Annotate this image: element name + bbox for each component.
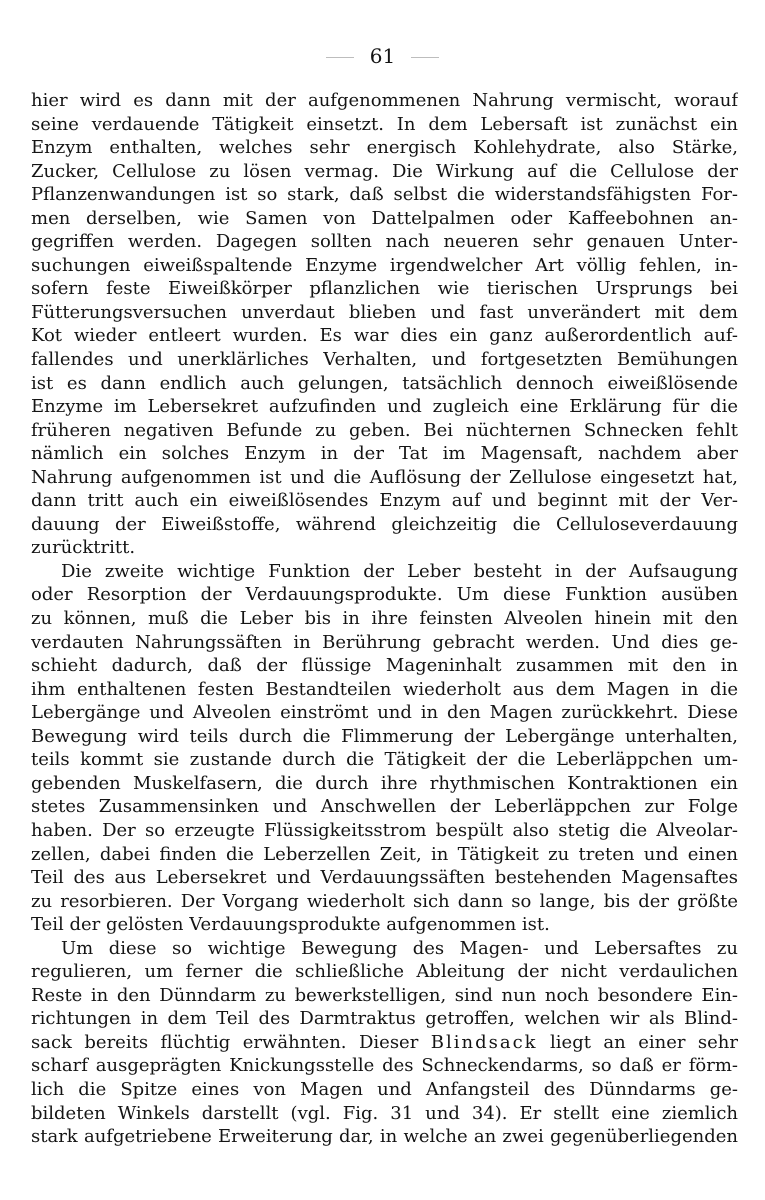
- paragraph-start-line: Um diese so wichtige Bewegung des Magen- und Lebersaftes zu: [61, 937, 738, 959]
- text-line: teils kommt sie zustande durch die Tätigkeit der die Leberläppchen um-: [31, 749, 738, 771]
- paragraph-end-line: Teil der gelösten Verdauungsprodukte aufgenommen ist.: [31, 914, 550, 936]
- text-line: scharf ausgeprägten Knickungsstelle des Schneckendarms, so daß er förm-: [31, 1055, 738, 1077]
- text-line: lich die Spitze eines von Magen und Anfangsteil des Dünndarms ge-: [31, 1078, 738, 1100]
- page-header: [0, 44, 765, 68]
- text-line: gegriffen werden. Dagegen sollten nach neueren sehr genauen Unter-: [31, 231, 738, 253]
- emphasized-term: Blindsack: [430, 1031, 538, 1053]
- text-line: stark aufgetriebene Erweiterung dar, in welche an zwei gegenüberliegenden: [31, 1126, 738, 1148]
- text-line: Zucker, Cellulose zu lösen vermag. Die Wirkung auf die Cellulose der: [31, 160, 738, 182]
- text-line: ist es dann endlich auch gelungen, tatsächlich dennoch eiweißlösende: [31, 372, 738, 394]
- text-line: zellen, dabei finden die Leberzellen Zeit, in Tätigkeit zu treten und einen: [31, 843, 738, 865]
- text-line: haben. Der so erzeugte Flüssigkeitsstrom bespült also stetig die Alveolar-: [31, 819, 738, 841]
- body-text: [31, 89, 738, 1149]
- text-line: Bewegung wird teils durch die Flimmerung der Lebergänge unterhalten,: [31, 725, 738, 747]
- text-line: Kot wieder entleert wurden. Es war dies ein ganz außerordentlich auf-: [31, 325, 738, 347]
- text-line: seine verdauende Tätigkeit einsetzt. In dem Lebersaft ist zunächst ein: [31, 113, 738, 135]
- paragraph-end-line: zurücktritt.: [31, 537, 136, 559]
- text-line: Pflanzenwandungen ist so stark, daß selbst die widerstandsfähigsten For-: [31, 184, 738, 206]
- text-fragment: liegt an einer sehr: [550, 1031, 738, 1053]
- text-line: richtungen in dem Teil des Darmtraktus getroffen, welchen wir als Blind-: [31, 1008, 738, 1030]
- page-number: 61: [369, 44, 396, 68]
- text-line: Nahrung aufgenommen ist und die Auflösung der Zellulose eingesetzt hat,: [31, 466, 738, 488]
- text-line: oder Resorption der Verdauungsprodukte. Um diese Funktion ausüben: [31, 584, 738, 606]
- text-line: verdauten Nahrungssäften in Berührung gebracht werden. Und dies ge-: [31, 631, 738, 653]
- text-line: men derselben, wie Samen von Dattelpalmen oder Kaffeebohnen an-: [31, 207, 738, 229]
- text-line: suchungen eiweißspaltende Enzyme irgendwelcher Art völlig fehlen, in-: [31, 254, 738, 276]
- text-line: dauung der Eiweißstoffe, während gleichzeitig die Celluloseverdauung: [31, 513, 738, 535]
- text-line: Teil des aus Lebersekret und Verdauungssäften bestehenden Magensaftes: [31, 867, 738, 889]
- text-line: zu können, muß die Leber bis in ihre feinsten Alveolen hinein mit den: [31, 608, 738, 630]
- text-line: Lebergänge und Alveolen einströmt und in den Magen zurückkehrt. Diese: [31, 702, 738, 724]
- text-line: ihm enthaltenen festen Bestandteilen wiederholt aus dem Magen in die: [31, 678, 738, 700]
- text-line: hier wird es dann mit der aufgenommenen Nahrung vermischt, worauf: [31, 90, 738, 111]
- text-line: nämlich ein solches Enzym in der Tat im Magensaft, nachdem aber: [31, 443, 738, 465]
- text-line: Fütterungsversuchen unverdaut blieben und fast unverändert mit dem: [31, 301, 738, 323]
- text-line: [31, 1031, 738, 1055]
- text-fragment: sack bereits flüchtig erwähnten. Dieser: [31, 1031, 419, 1053]
- text-line: sofern feste Eiweißkörper pflanzlichen wie tierischen Ursprungs bei: [31, 278, 738, 300]
- text-line: regulieren, um ferner die schließliche Ableitung der nicht verdaulichen: [31, 961, 738, 983]
- text-line: zu resorbieren. Der Vorgang wiederholt sich dann so lange, bis der größte: [31, 890, 738, 912]
- text-line: Reste in den Dünndarm zu bewerkstelligen, sind nun noch besondere Ein-: [31, 984, 738, 1006]
- text-line: früheren negativen Befunde zu geben. Bei nüchternen Schnecken fehlt: [31, 419, 738, 441]
- paragraph-start-line: Die zweite wichtige Funktion der Leber besteht in der Aufsaugung: [61, 560, 738, 582]
- header-rule-left: [326, 57, 354, 58]
- header-rule-right: [411, 57, 439, 58]
- text-line: gebenden Muskelfasern, die durch ihre rhythmischen Kontraktionen ein: [31, 772, 738, 794]
- text-line: fallendes und unerklärliches Verhalten, und fortgesetzten Bemühungen: [31, 349, 738, 371]
- text-line: stetes Zusammensinken und Anschwellen der Leberläppchen zur Folge: [31, 796, 738, 818]
- text-line: schieht dadurch, daß der flüssige Mageninhalt zusammen mit den in: [31, 655, 738, 677]
- text-line: bildeten Winkels darstellt (vgl. Fig. 31 und 34). Er stellt eine ziemlich: [31, 1102, 738, 1124]
- text-line: dann tritt auch ein eiweißlösendes Enzym auf und beginnt mit der Ver-: [31, 490, 738, 512]
- text-line: Enzym enthalten, welches sehr energisch Kohlehydrate, also Stärke,: [31, 137, 738, 159]
- text-line: Enzyme im Lebersekret aufzufinden und zugleich eine Erklärung für die: [31, 396, 738, 418]
